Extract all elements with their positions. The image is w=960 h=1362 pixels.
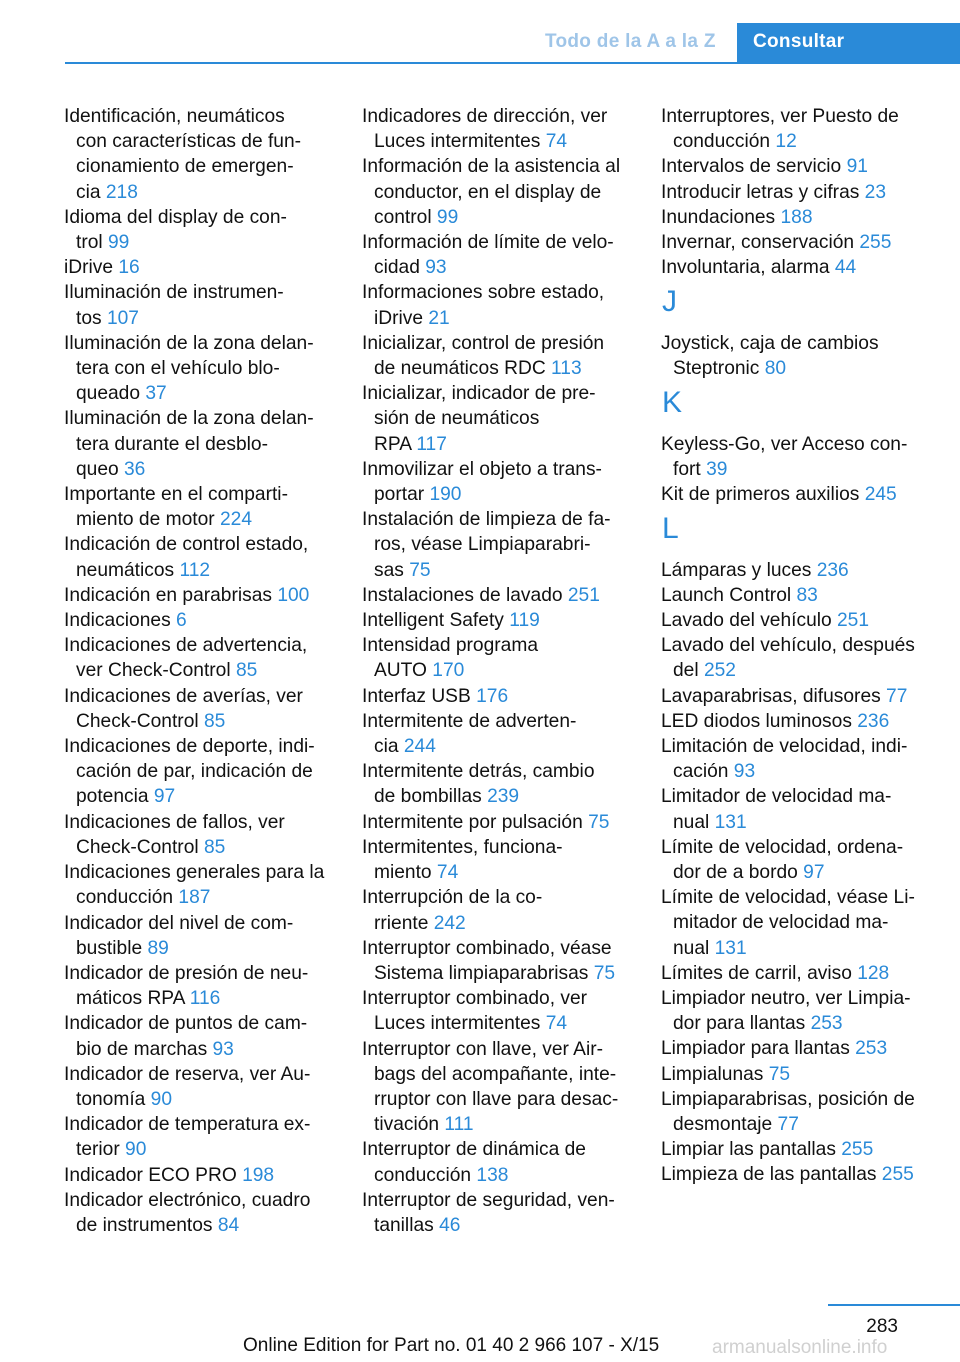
index-entry — [661, 230, 931, 255]
index-page-link[interactable]: 190 — [429, 484, 462, 506]
index-column-2 — [362, 104, 634, 1238]
index-entry-text: Indicador de presión de neu- — [64, 962, 309, 984]
edition-note: Online Edition for Part no. 01 40 2 966 107 - X/15 — [243, 1335, 660, 1356]
index-page-link[interactable]: 236 — [857, 710, 890, 732]
index-entry — [64, 734, 336, 810]
index-entry-text: Interruptores, ver Puesto de — [661, 106, 899, 127]
index-entry-text: Intelligent Safety — [362, 610, 510, 632]
index-entry — [64, 482, 336, 532]
index-entry — [64, 583, 336, 608]
index-entry — [362, 810, 634, 835]
index-entry — [64, 911, 336, 961]
index-entry-text: Indicador ECO PRO — [64, 1164, 243, 1186]
index-entry-text: portar — [374, 484, 430, 506]
index-entry-text: Indicador electrónico, cuadro — [64, 1189, 311, 1211]
index-entry — [64, 104, 336, 205]
index-entry-text: Lavado del vehículo — [661, 610, 838, 632]
index-entry-text: Indicación en parabrisas — [64, 584, 278, 606]
index-page-link[interactable]: 128 — [857, 962, 890, 984]
index-entry-text: bustible — [76, 937, 148, 959]
index-entry — [64, 406, 336, 482]
index-entry-text: Interruptor de seguridad, ven- — [362, 1189, 615, 1211]
index-entry-text: tivación — [374, 1114, 445, 1136]
index-page-link[interactable]: 99 — [436, 206, 459, 228]
index-entry — [661, 1137, 931, 1162]
index-entry-text: Introducir letras y cifras — [661, 181, 865, 203]
index-entry — [362, 1188, 634, 1238]
index-page-link[interactable]: 12 — [775, 131, 797, 153]
index-entry-text: desmontaje — [673, 1114, 778, 1136]
index-page-link[interactable]: 245 — [864, 484, 897, 506]
index-entry — [362, 507, 634, 583]
index-entry — [64, 205, 336, 255]
index-entry — [64, 633, 336, 683]
index-entry — [64, 1188, 336, 1238]
index-entry-text: Limpiaparabrisas, posición de — [661, 1088, 915, 1110]
index-entry — [661, 1036, 931, 1061]
index-entry-text: Límite de velocidad, véase Li- — [661, 887, 915, 909]
index-entry-text: miento — [374, 862, 437, 884]
index-entry — [64, 331, 336, 407]
index-page-link[interactable]: 74 — [545, 131, 568, 153]
index-entry — [64, 1062, 336, 1112]
breadcrumb[interactable]: Todo de la A a la Z — [545, 31, 716, 52]
index-entry-text: rruptor con llave para desac- — [374, 1088, 619, 1110]
index-entry — [64, 1011, 336, 1061]
index-page-link[interactable]: 255 — [881, 1164, 914, 1186]
index-page-link[interactable]: 75 — [409, 559, 431, 581]
index-page-link[interactable]: 21 — [428, 307, 450, 329]
index-entry — [661, 432, 931, 482]
index-entry — [362, 154, 634, 230]
index-entry-text: tera con el vehículo blo- — [76, 358, 280, 380]
index-page-link[interactable]: 37 — [145, 383, 167, 405]
index-entry-text: iDrive — [64, 257, 119, 279]
index-entry — [362, 608, 634, 633]
index-entry — [661, 255, 931, 280]
index-entry — [661, 835, 931, 885]
tab-consultar-label: Consultar — [753, 31, 845, 52]
index-page-link[interactable]: 93 — [212, 1038, 234, 1060]
index-page-link[interactable]: 242 — [433, 912, 466, 934]
index-entry-text: con características de fun- — [76, 131, 302, 153]
index-entry-text: Luces intermitentes — [374, 1013, 546, 1035]
index-entry — [64, 1112, 336, 1162]
index-page-link[interactable]: 77 — [777, 1114, 799, 1136]
index-entry — [64, 684, 336, 734]
index-page-link[interactable]: 80 — [764, 358, 787, 380]
index-entry-text: Instalaciones de lavado — [362, 584, 568, 606]
index-entry — [661, 583, 931, 608]
index-entry-text: Interruptor combinado, ver — [362, 988, 588, 1010]
index-entry — [362, 1137, 634, 1187]
index-entry — [362, 684, 634, 709]
index-page-link[interactable]: 83 — [796, 584, 818, 606]
index-entry-text: conductor, en el display de — [374, 181, 602, 203]
tab-consultar[interactable] — [737, 23, 960, 64]
index-entry-text: sas — [374, 559, 410, 581]
index-entry — [661, 784, 931, 834]
index-entry-text: tos — [76, 307, 107, 329]
index-entry-text: trol — [76, 232, 108, 254]
index-entry — [362, 759, 634, 809]
index-entry-text: Luces intermitentes — [374, 131, 546, 153]
index-entry — [362, 885, 634, 935]
index-entry — [661, 684, 931, 709]
index-entry-text: queado — [76, 383, 146, 405]
index-entry-text: Indicador de temperatura ex- — [64, 1114, 311, 1136]
index-entry-text: Launch Control — [661, 584, 797, 606]
index-letter-heading: K — [662, 386, 683, 420]
index-entry-text: miento de motor — [76, 509, 220, 531]
index-page-link[interactable]: 107 — [106, 307, 139, 329]
index-entry-text: Indicaciones generales para la — [64, 862, 325, 884]
index-page-link[interactable]: 6 — [176, 610, 187, 632]
index-entry-text: Limpiar las pantallas — [661, 1139, 842, 1161]
index-entry-text: AUTO — [374, 660, 433, 682]
index-entry-text: sión de neumáticos — [374, 408, 540, 430]
index-page-link[interactable]: 251 — [837, 610, 870, 632]
index-entry-text: Intermitente de adverten- — [362, 710, 577, 732]
index-page-link[interactable]: 131 — [714, 937, 747, 959]
index-entry-text: cación de par, indicación de — [76, 761, 313, 783]
index-entry — [661, 482, 931, 507]
index-page-link[interactable]: 198 — [242, 1164, 275, 1186]
index-page-link[interactable]: 253 — [810, 1013, 843, 1035]
index-entry — [661, 709, 931, 734]
index-entry-text: bio de marchas — [76, 1038, 213, 1060]
index-entry-text: cación — [673, 761, 734, 783]
index-page-link[interactable]: 75 — [588, 811, 610, 833]
index-entry-text: Limpieza de las pantallas — [661, 1164, 882, 1186]
index-entry-text: Interruptor combinado, véase — [362, 937, 612, 959]
index-entry-text: Informaciones sobre estado, — [362, 282, 605, 304]
index-entry-text: queo — [76, 458, 125, 480]
index-page-link[interactable]: 117 — [416, 433, 447, 455]
index-entry — [64, 280, 336, 330]
index-entry — [362, 709, 634, 759]
index-entry-text: Interrupción de la co- — [362, 887, 543, 909]
index-page-link[interactable]: 244 — [403, 736, 436, 758]
index-page-link[interactable]: 97 — [153, 786, 176, 808]
index-page-link[interactable]: 251 — [567, 584, 600, 606]
index-page-link[interactable]: 112 — [179, 559, 211, 581]
index-entry-text: Check-Control — [76, 710, 204, 732]
index-entry-text: control — [374, 206, 437, 228]
index-entry-text: Inicializar, control de presión — [362, 332, 605, 354]
index-entry-text: Importante en el comparti- — [64, 484, 288, 506]
index-entry-text: Steptronic — [673, 358, 765, 380]
index-entry — [661, 558, 931, 583]
index-entry-text: ros, véase Limpiaparabri- — [374, 534, 591, 556]
index-entry — [362, 457, 634, 507]
index-entry-text: Indicaciones de advertencia, — [64, 635, 308, 657]
index-entry-text: LED diodos luminosos — [661, 710, 858, 732]
index-entry-text: Check-Control — [76, 836, 204, 858]
index-page-link[interactable]: 253 — [855, 1038, 888, 1060]
index-entry-text: del — [673, 660, 704, 682]
index-entry-text: cia — [374, 736, 404, 758]
index-page-link[interactable]: 255 — [859, 232, 892, 254]
index-page-link[interactable]: 75 — [768, 1063, 791, 1085]
index-page-link[interactable]: 75 — [593, 962, 616, 984]
index-entry-text: Límites de carril, aviso — [661, 962, 858, 984]
index-page-link[interactable]: 74 — [436, 862, 459, 884]
index-entry-text: Indicadores de dirección, ver — [362, 106, 608, 127]
index-entry-text: cionamiento de emergen- — [76, 156, 294, 178]
index-page-link[interactable]: 138 — [476, 1164, 509, 1186]
index-entry — [362, 633, 634, 683]
index-entry-text: Intervalos de servicio — [661, 156, 847, 178]
index-page-link[interactable]: 93 — [733, 761, 756, 783]
index-page-link[interactable]: 187 — [178, 887, 211, 909]
index-page-link[interactable]: 91 — [846, 156, 868, 178]
index-page-link[interactable]: 97 — [803, 862, 825, 884]
index-entry-text: rriente — [374, 912, 434, 934]
index-entry-text: cia — [76, 181, 106, 203]
index-entry-text: Lavaparabrisas, difusores — [661, 685, 887, 707]
index-entry — [362, 583, 634, 608]
index-entry-text: Indicación de control estado, — [64, 534, 309, 556]
index-entry-text: de neumáticos RDC — [374, 358, 552, 380]
index-entry-text: Joystick, caja de cambios — [661, 332, 879, 354]
index-page-link[interactable]: 44 — [834, 257, 857, 279]
index-page-link[interactable]: 224 — [219, 509, 252, 531]
index-page-link[interactable]: 39 — [706, 458, 728, 480]
index-entry-text: Indicador de puntos de cam- — [64, 1013, 308, 1035]
index-entry-text: Indicaciones de averías, ver — [64, 685, 303, 707]
index-page-link[interactable]: 46 — [439, 1214, 461, 1236]
index-entry — [661, 104, 931, 154]
index-page-link[interactable]: 116 — [189, 988, 221, 1010]
index-page-link[interactable]: 131 — [714, 811, 747, 833]
index-entry-text: nual — [673, 937, 715, 959]
index-letter-heading: J — [662, 285, 677, 319]
index-page-link[interactable]: 90 — [150, 1088, 173, 1110]
index-entry-text: Involuntaria, alarma — [661, 257, 835, 279]
index-entry-text: Lámparas y luces — [661, 559, 817, 581]
index-entry-text: iDrive — [374, 307, 429, 329]
footer-rule — [828, 1304, 960, 1306]
index-entry-text: mitador de velocidad ma- — [673, 912, 889, 934]
page-number: 283 — [866, 1316, 898, 1337]
index-page-link[interactable]: 93 — [425, 257, 447, 279]
index-page-link[interactable]: 99 — [108, 232, 130, 254]
index-entry — [661, 331, 931, 381]
index-entry-text: Indicaciones de fallos, ver — [64, 811, 285, 833]
index-page-link[interactable]: 85 — [203, 836, 226, 858]
index-column-3 — [661, 104, 931, 1188]
index-entry-text: Iluminación de la zona delan- — [64, 408, 314, 430]
index-entry — [64, 810, 336, 860]
index-entry-text: tanillas — [374, 1214, 440, 1236]
index-entry-text: tonomía — [76, 1088, 151, 1110]
index-entry-text: Límite de velocidad, ordena- — [661, 836, 904, 858]
index-entry-text: Kit de primeros auxilios — [661, 484, 865, 506]
index-entry-text: Limpialunas — [661, 1063, 769, 1085]
index-entry-text: Invernar, conservación — [661, 232, 860, 254]
index-entry-text: Iluminación de instrumen- — [64, 282, 284, 304]
index-entry — [661, 734, 931, 784]
index-entry-text: Información de límite de velo- — [362, 232, 614, 254]
index-entry — [64, 255, 336, 280]
index-entry — [362, 986, 634, 1036]
index-entry-text: Intermitentes, funciona- — [362, 836, 563, 858]
index-entry-text: Indicador de reserva, ver Au- — [64, 1063, 311, 1085]
index-entry-text: Interruptor con llave, ver Air- — [362, 1038, 604, 1060]
index-entry-text: Intermitente detrás, cambio — [362, 761, 595, 783]
index-entry-text: Indicador del nivel de com- — [64, 912, 294, 934]
index-entry — [64, 961, 336, 1011]
index-entry-text: Limitación de velocidad, indi- — [661, 736, 908, 758]
index-page-link[interactable]: 89 — [147, 937, 169, 959]
index-entry-text: ver Check-Control — [76, 660, 236, 682]
index-letter-heading: L — [662, 512, 679, 546]
index-entry-text: Lavado del vehículo, después — [661, 635, 915, 657]
index-page-link[interactable]: 239 — [487, 786, 520, 808]
index-entry — [64, 1163, 336, 1188]
index-entry — [661, 1162, 931, 1187]
index-entry-text: Intensidad programa — [362, 635, 538, 657]
index-entry-text: Interruptor de dinámica de — [362, 1139, 586, 1161]
index-page-link[interactable]: 77 — [886, 685, 908, 707]
index-entry — [661, 961, 931, 986]
index-page-link[interactable]: 16 — [118, 257, 140, 279]
index-entry — [64, 860, 336, 910]
index-page-link[interactable]: 218 — [105, 181, 138, 203]
index-entry — [661, 608, 931, 633]
index-page-link[interactable]: 119 — [509, 610, 540, 632]
index-entry — [661, 180, 931, 205]
index-entry-text: RPA — [374, 433, 417, 455]
index-entry-text: dor para llantas — [673, 1013, 811, 1035]
index-entry — [362, 230, 634, 280]
index-page-link[interactable]: 23 — [864, 181, 887, 203]
index-entry-text: Limpiador para llantas — [661, 1038, 856, 1060]
index-entry — [362, 1037, 634, 1138]
index-entry — [661, 205, 931, 230]
index-page-link[interactable]: 170 — [432, 660, 465, 682]
index-entry — [362, 280, 634, 330]
index-page-link[interactable]: 100 — [277, 584, 310, 606]
index-entry-text: fort — [673, 458, 707, 480]
index-entry-text: máticos RPA — [76, 988, 190, 1010]
index-page-link[interactable]: 236 — [816, 559, 849, 581]
index-entry-text: Interfaz USB — [362, 685, 477, 707]
index-page-link[interactable]: 188 — [780, 206, 813, 228]
index-column-1 — [64, 104, 336, 1238]
index-page-link[interactable]: 252 — [703, 660, 736, 682]
index-entry — [661, 154, 931, 179]
index-page-link[interactable]: 113 — [551, 358, 582, 380]
index-page-link[interactable]: 84 — [217, 1214, 240, 1236]
index-entry-text: Sistema limpiaparabrisas — [374, 962, 594, 984]
index-entry-text: cidad — [374, 257, 426, 279]
index-page-link[interactable]: 36 — [124, 458, 146, 480]
index-entry-text: tera durante el desblo- — [76, 433, 268, 455]
index-entry-text: conducción — [76, 887, 179, 909]
index-page-link[interactable]: 85 — [235, 660, 258, 682]
index-entry-text: Información de la asistencia al — [362, 156, 621, 178]
index-entry-text: Indicaciones — [64, 610, 176, 632]
index-entry-text: Intermitente por pulsación — [362, 811, 589, 833]
index-entry — [362, 835, 634, 885]
index-entry-text: Instalación de limpieza de fa- — [362, 509, 611, 531]
index-entry-text: neumáticos — [76, 559, 180, 581]
index-entry-text: nual — [673, 811, 715, 833]
index-page-link[interactable]: 74 — [545, 1013, 568, 1035]
index-entry — [362, 104, 634, 154]
index-page-link[interactable]: 111 — [444, 1114, 474, 1136]
index-entry-text: Iluminación de la zona delan- — [64, 332, 314, 354]
index-entry-text: Indicaciones de deporte, indi- — [64, 736, 315, 758]
index-entry-text: Limitador de velocidad ma- — [661, 786, 892, 808]
index-page-link[interactable]: 90 — [125, 1139, 147, 1161]
index-entry — [64, 532, 336, 582]
index-entry — [661, 986, 931, 1036]
index-entry-text: potencia — [76, 786, 154, 808]
index-page-link[interactable]: 176 — [476, 685, 509, 707]
index-entry-text: Limpiador neutro, ver Limpia- — [661, 988, 911, 1010]
index-page-link[interactable]: 255 — [841, 1139, 874, 1161]
index-entry-text: conducción — [673, 131, 776, 153]
index-entry — [661, 1062, 931, 1087]
index-entry-text: bags del acompañante, inte- — [374, 1063, 617, 1085]
index-entry-text: dor de a bordo — [673, 862, 804, 884]
watermark: armanualsonline.info — [712, 1337, 888, 1358]
index-entry-text: Keyless-Go, ver Acceso con- — [661, 433, 908, 455]
index-entry-text: Inmovilizar el objeto a trans- — [362, 458, 602, 480]
index-entry — [661, 1087, 931, 1137]
index-entry-text: Inundaciones — [661, 206, 781, 228]
index-entry — [362, 936, 634, 986]
index-entry — [362, 331, 634, 381]
index-entry-text: terior — [76, 1139, 126, 1161]
index-entry-text: de bombillas — [374, 786, 488, 808]
index-entry — [661, 885, 931, 961]
index-page-link[interactable]: 85 — [203, 710, 226, 732]
index-entry — [362, 381, 634, 457]
index-entry-text: de instrumentos — [76, 1214, 218, 1236]
index-entry-text: conducción — [374, 1164, 477, 1186]
index-entry-text: Idioma del display de con- — [64, 206, 287, 228]
index-entry — [661, 633, 931, 683]
index-entry-text: Inicializar, indicador de pre- — [362, 383, 596, 405]
index-entry-text: Identificación, neumáticos — [64, 106, 285, 127]
index-entry — [64, 608, 336, 633]
